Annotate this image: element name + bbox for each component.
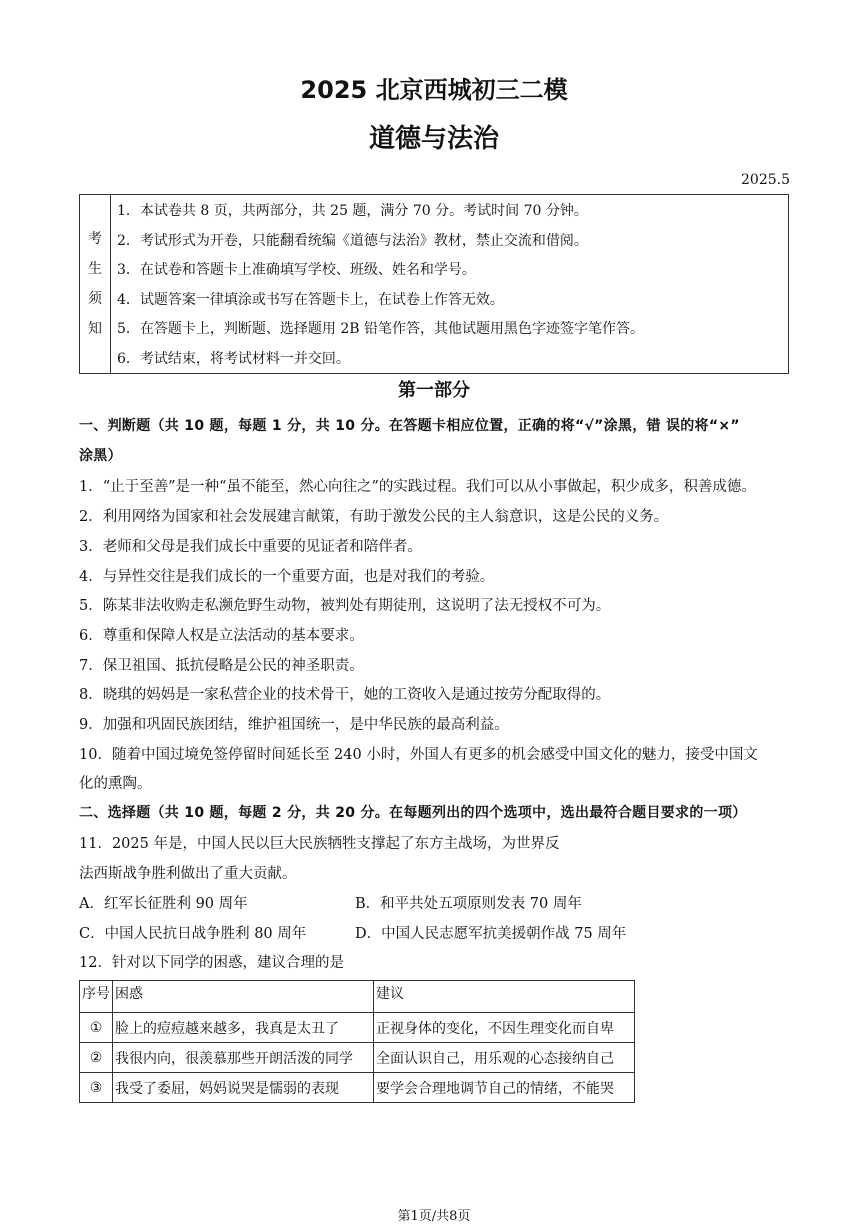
table-cell: 我受了委屈，妈妈说哭是懦弱的表现 xyxy=(113,1073,374,1103)
section-one-heading: 一、判断题（共 10 题，每题 1 分，共 10 分。在答题卡相应位置，正确的将“√”涂黑，错 误的将“×” xyxy=(79,418,740,434)
question-item: 1．“止于至善”是一种“虽不能至，然心向往之”的实践过程。我们可以从小事做起，积少成多，积善成德。 xyxy=(79,479,756,495)
table-cell: 我很内向，很羡慕那些开朗活泼的同学 xyxy=(113,1043,374,1073)
notice-label xyxy=(80,195,111,373)
question-11-stem: 11．2025 年是，中国人民以巨大民族牺牲支撑起了东方主战场，为世界反 xyxy=(79,836,560,852)
table-cell: ② xyxy=(80,1043,113,1073)
notice-label-char: 须 xyxy=(88,291,102,307)
notice-item: 6．考试结束，将考试材料一并交回。 xyxy=(117,350,350,367)
table-row xyxy=(80,1043,635,1073)
table-cell: 正视身体的变化，不因生理变化而自卑 xyxy=(374,1013,635,1043)
question-item-cont: 化的熏陶。 xyxy=(79,776,152,792)
question-12-stem: 12．针对以下同学的困惑，建议合理的是 xyxy=(79,955,344,971)
table-header-cell: 建议 xyxy=(374,981,635,1013)
table-cell: ① xyxy=(80,1013,113,1043)
notice-item: 2．考试形式为开卷，只能翻看统编《道德与法治》教材，禁止交流和借阅。 xyxy=(117,232,588,249)
notice-item: 3．在试卷和答题卡上准确填写学校、班级、姓名和学号。 xyxy=(117,262,476,278)
option-a: A．红军长征胜利 90 周年 xyxy=(79,896,248,912)
table-header-row xyxy=(80,981,635,1013)
question-12-table xyxy=(79,980,635,1103)
notice-label-char: 知 xyxy=(88,321,102,337)
option-d: D．中国人民志愿军抗美援朝作战 75 周年 xyxy=(355,926,627,942)
subject-title: 道德与法治 xyxy=(368,124,499,154)
table-cell: ③ xyxy=(80,1073,113,1103)
option-c: C．中国人民抗日战争胜利 80 周年 xyxy=(79,926,307,942)
question-item: 7．保卫祖国、抵抗侵略是公民的神圣职责。 xyxy=(79,658,364,674)
table-cell: 脸上的痘痘越来越多，我真是太丑了 xyxy=(113,1013,374,1043)
question-11-stem-cont: 法西斯战争胜利做出了重大贡献。 xyxy=(79,866,297,882)
part-one-title: 第一部分 xyxy=(398,380,470,401)
table-row xyxy=(80,1013,635,1043)
question-item: 6．尊重和保障人权是立法活动的基本要求。 xyxy=(79,628,364,644)
question-item: 4．与异性交往是我们成长的一个重要方面，也是对我们的考验。 xyxy=(79,569,495,585)
question-item: 8．晓琪的妈妈是一家私营企业的技术骨干，她的工资收入是通过按劳分配取得的。 xyxy=(79,687,611,703)
exam-date: 2025.5 xyxy=(741,172,790,188)
question-item: 5．陈某非法收购走私濒危野生动物，被判处有期徒刑，这说明了法无授权不可为。 xyxy=(79,598,611,614)
notice-label-char: 生 xyxy=(88,261,102,277)
table-header-cell: 序号 xyxy=(80,981,113,1013)
table-cell: 要学会合理地调节自己的情绪，不能哭 xyxy=(374,1073,635,1103)
notice-box xyxy=(79,194,789,374)
question-item: 3．老师和父母是我们成长中重要的见证者和陪伴者。 xyxy=(79,539,422,555)
notice-item: 1．本试卷共 8 页，共两部分，共 25 题，满分 70 分。考试时间 70 分钟。 xyxy=(117,203,588,219)
exam-title: 2025 北京西城初三二模 xyxy=(300,76,568,104)
notice-label-char: 考 xyxy=(88,231,102,247)
notice-item: 4．试题答案一律填涂或书写在答题卡上，在试卷上作答无效。 xyxy=(117,291,504,308)
section-one-heading-cont: 涂黑） xyxy=(79,448,122,464)
notice-list xyxy=(111,197,788,374)
question-item: 2．利用网络为国家和社会发展建言献策，有助于激发公民的主人翁意识，这是公民的义务。 xyxy=(79,509,669,525)
question-item: 10．随着中国过境免签停留时间延长至 240 小时，外国人有更多的机会感受中国文化的魅力，接受中国文 xyxy=(79,747,758,763)
notice-item: 5．在答题卡上，判断题、选择题用 2B 铅笔作答，其他试题用黑色字迹签字笔作答。 xyxy=(117,321,645,337)
table-cell: 全面认识自己，用乐观的心态接纳自己 xyxy=(374,1043,635,1073)
question-item: 9．加强和巩固民族团结，维护祖国统一，是中华民族的最高利益。 xyxy=(79,717,509,733)
table-header-cell: 困惑 xyxy=(113,981,374,1013)
option-b: B．和平共处五项原则发表 70 周年 xyxy=(355,896,582,912)
section-two-heading: 二、选择题（共 10 题，每题 2 分，共 20 分。在每题列出的四个选项中，选出最符合题目要求的一项） xyxy=(79,805,747,821)
page-number: 第1页/共8页 xyxy=(397,1209,471,1224)
table-row xyxy=(80,1073,635,1103)
